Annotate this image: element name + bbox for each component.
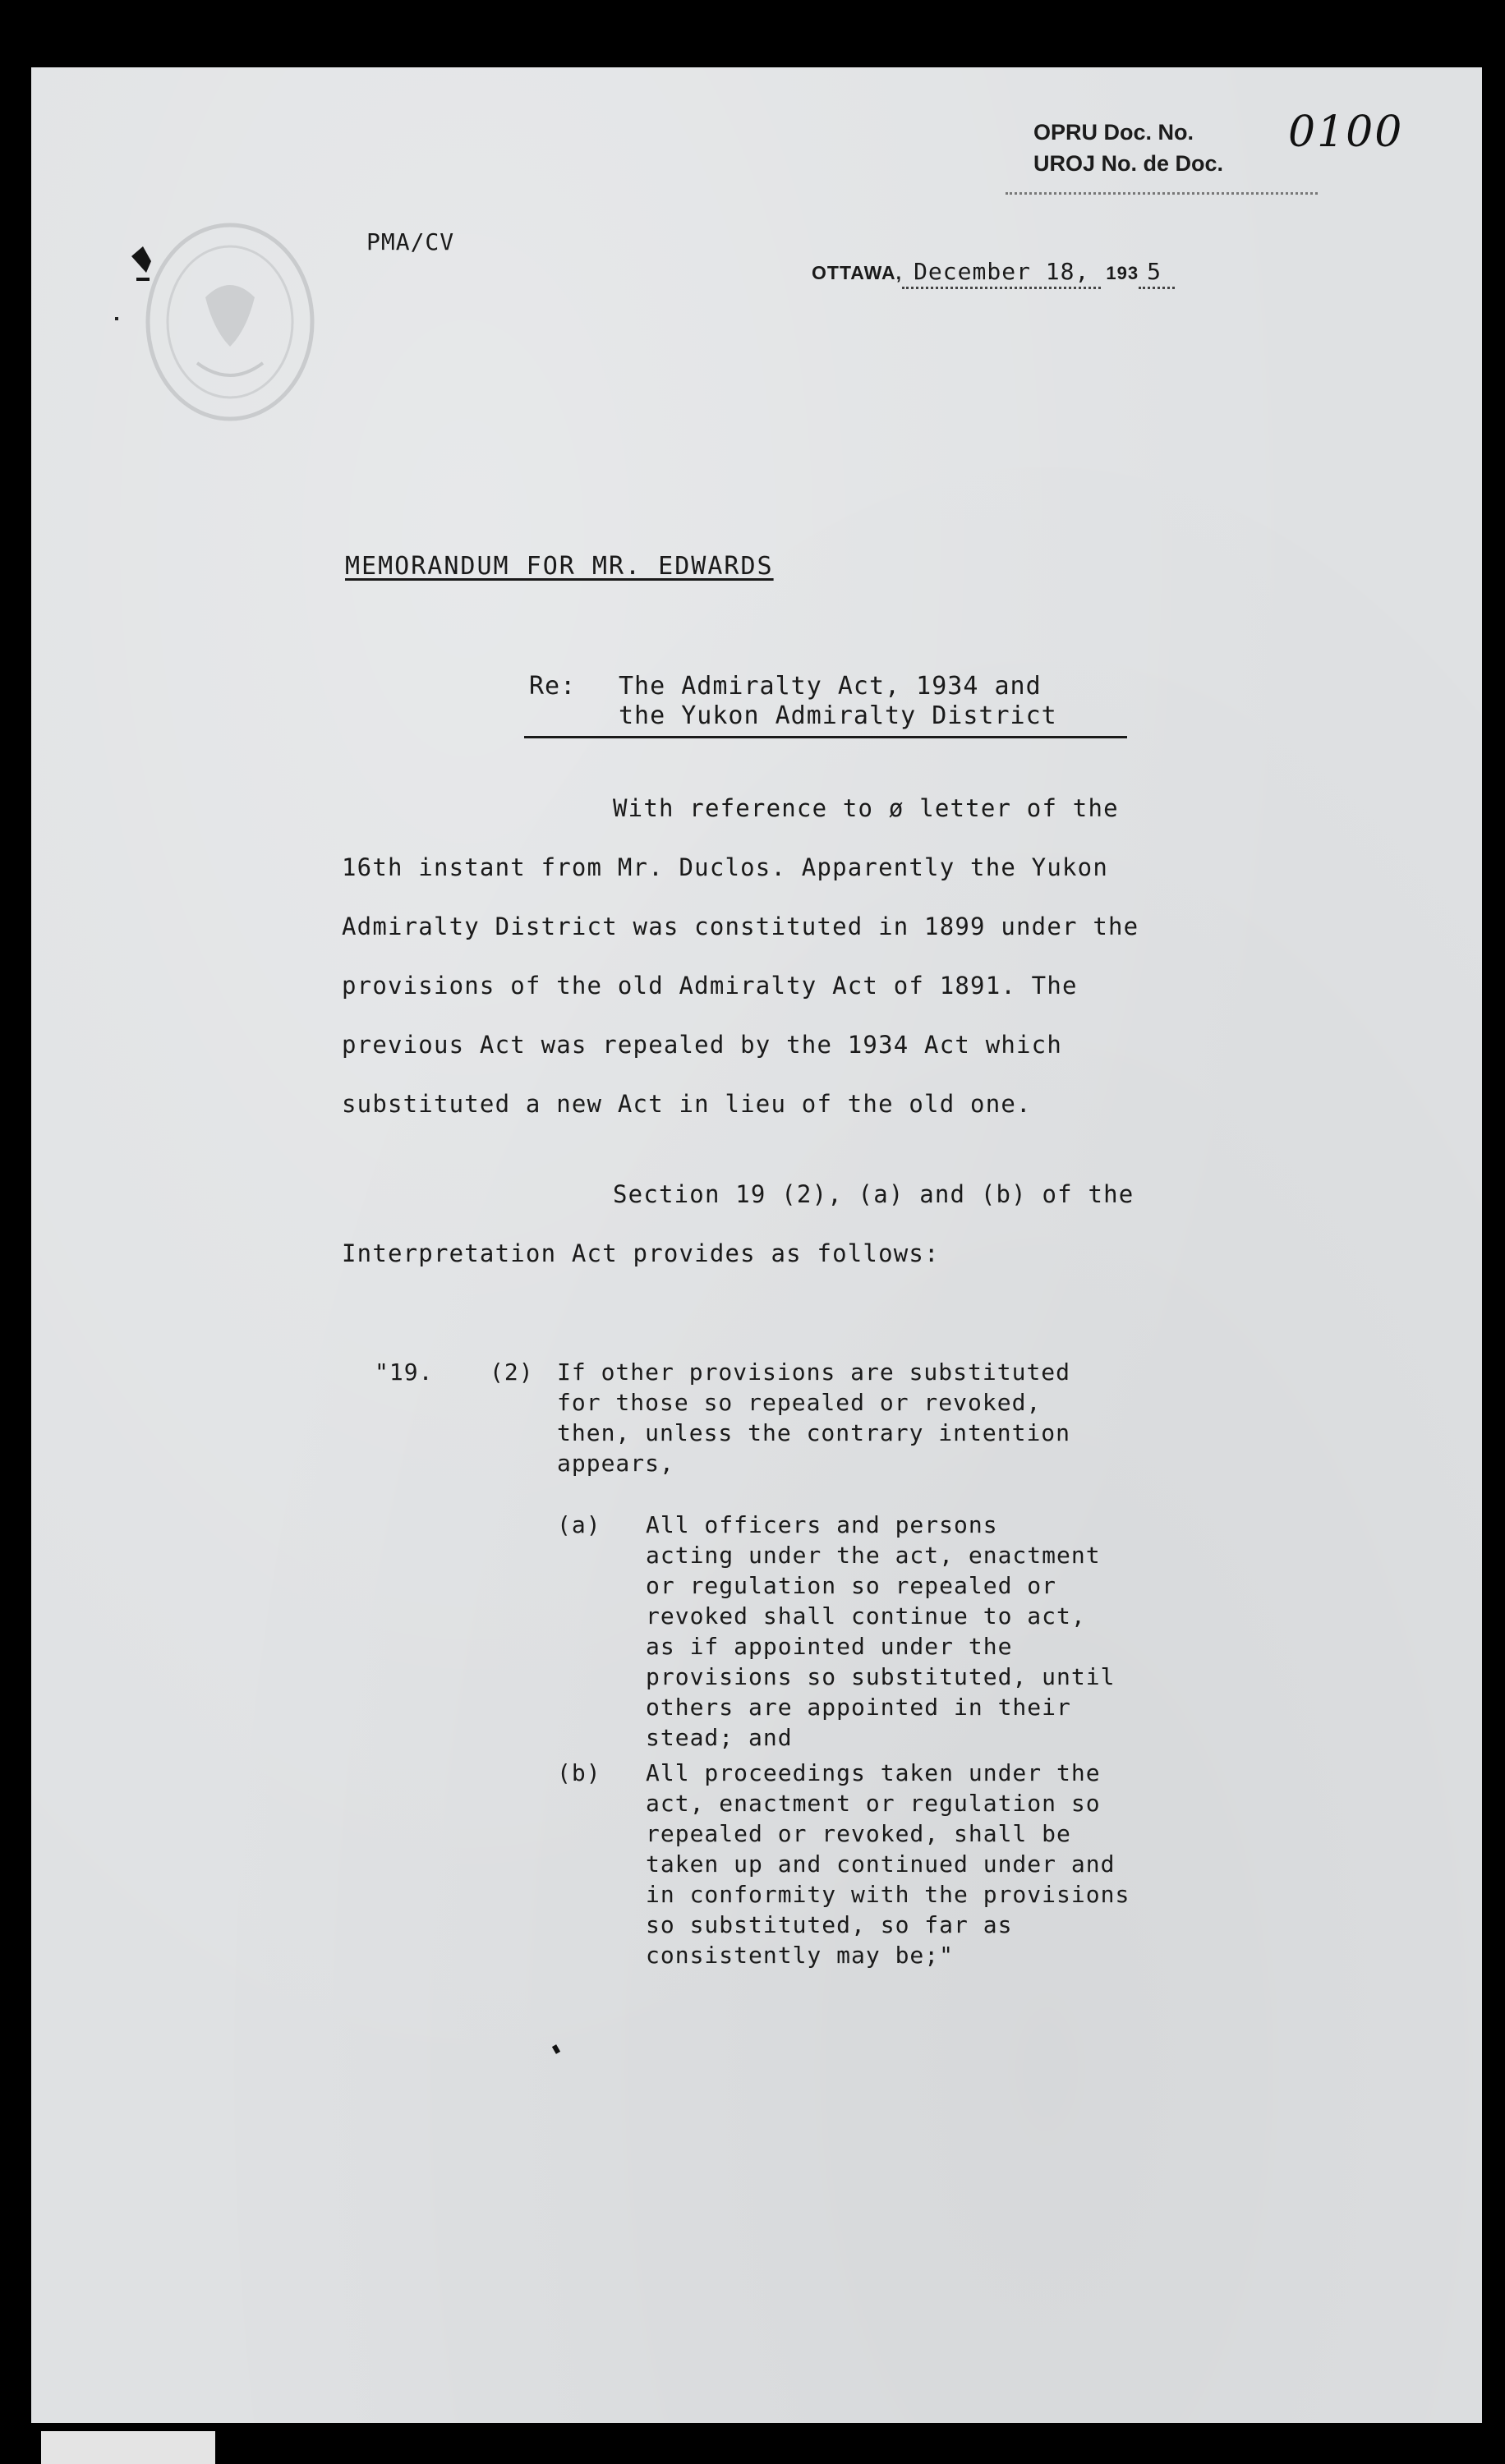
quote-subsection: (2) <box>490 1358 534 1386</box>
clause-b-label: (b) <box>557 1759 601 1786</box>
subject-line-2: the Yukon Admiralty District <box>619 701 1057 730</box>
subject-underline <box>524 736 1127 738</box>
ink-speck <box>552 2044 560 2054</box>
quote-line: or regulation so repealed or <box>646 1572 1057 1599</box>
clause-b-text <box>646 1758 1130 1970</box>
quote-line: All officers and persons <box>646 1511 998 1538</box>
paragraph-1 <box>342 779 1139 1133</box>
quote-line: so substituted, so far as <box>646 1911 1013 1938</box>
paragraph-line: Interpretation Act provides as follows: <box>342 1239 940 1267</box>
quote-line: others are appointed in their <box>646 1694 1071 1721</box>
paragraph-line: substituted a new Act in lieu of the old one. <box>342 1090 1032 1118</box>
quote-line: repealed or revoked, shall be <box>646 1820 1071 1847</box>
film-label-strip <box>41 2431 215 2464</box>
quote-line: consistently may be;" <box>646 1942 955 1969</box>
quote-line: revoked shall continue to act, <box>646 1602 1086 1630</box>
memo-title: MEMORANDUM FOR MR. EDWARDS <box>345 552 774 581</box>
year-suffix: 5 <box>1139 258 1175 289</box>
quote-section-number: "19. <box>375 1358 434 1386</box>
year-prefix: 193 <box>1106 263 1139 283</box>
date-line <box>812 258 1175 289</box>
handwritten-doc-number: 0100 <box>1288 108 1404 157</box>
quote-line: acting under the act, enactment <box>646 1542 1101 1569</box>
quote-line: for those so repealed or revoked, <box>557 1389 1042 1416</box>
stamp-line-1: OPRU Doc. No. <box>1033 120 1194 145</box>
stamp-dotted-rule <box>1006 192 1318 195</box>
paragraph-line: provisions of the old Admiralty Act of 1891. The <box>342 972 1078 1000</box>
paragraph-line: 16th instant from Mr. Duclos. Apparently the Yukon <box>342 853 1108 881</box>
paragraph-line: With reference to ø letter of the <box>613 794 1119 822</box>
stamp-line-2: UROJ No. de Doc. <box>1033 151 1224 176</box>
quote-line: as if appointed under the <box>646 1633 1013 1660</box>
paragraph-line: Section 19 (2), (a) and (b) of the <box>613 1180 1135 1208</box>
paragraph-line: previous Act was repealed by the 1934 Act which <box>342 1031 1062 1059</box>
clause-a-label: (a) <box>557 1511 601 1538</box>
clause-a-text <box>646 1510 1115 1753</box>
quote-intro <box>557 1357 1070 1478</box>
place-label: OTTAWA, <box>812 262 903 283</box>
quote-line: All proceedings taken under the <box>646 1759 1101 1786</box>
re-label: Re: <box>529 672 577 701</box>
quote-line: appears, <box>557 1450 674 1477</box>
quote-line: stead; and <box>646 1724 793 1751</box>
memo-page <box>31 67 1482 2423</box>
quote-line: provisions so substituted, until <box>646 1663 1116 1690</box>
embossed-seal-icon <box>115 199 320 437</box>
quote-line: taken up and continued under and <box>646 1850 1116 1878</box>
paragraph-2 <box>342 1165 1134 1283</box>
quote-line: act, enactment or regulation so <box>646 1790 1101 1817</box>
quote-line: If other provisions are substituted <box>557 1358 1071 1386</box>
quote-line: then, unless the contrary intention <box>557 1419 1071 1446</box>
reference-initials: PMA/CV <box>366 228 455 255</box>
quote-line: in conformity with the provisions <box>646 1881 1130 1908</box>
date-value: December 18, <box>902 258 1101 289</box>
paragraph-line: Admiralty District was constituted in 1899 under the <box>342 913 1139 940</box>
subject-line-1: The Admiralty Act, 1934 and <box>619 672 1042 701</box>
document-number-stamp <box>1033 108 1404 179</box>
